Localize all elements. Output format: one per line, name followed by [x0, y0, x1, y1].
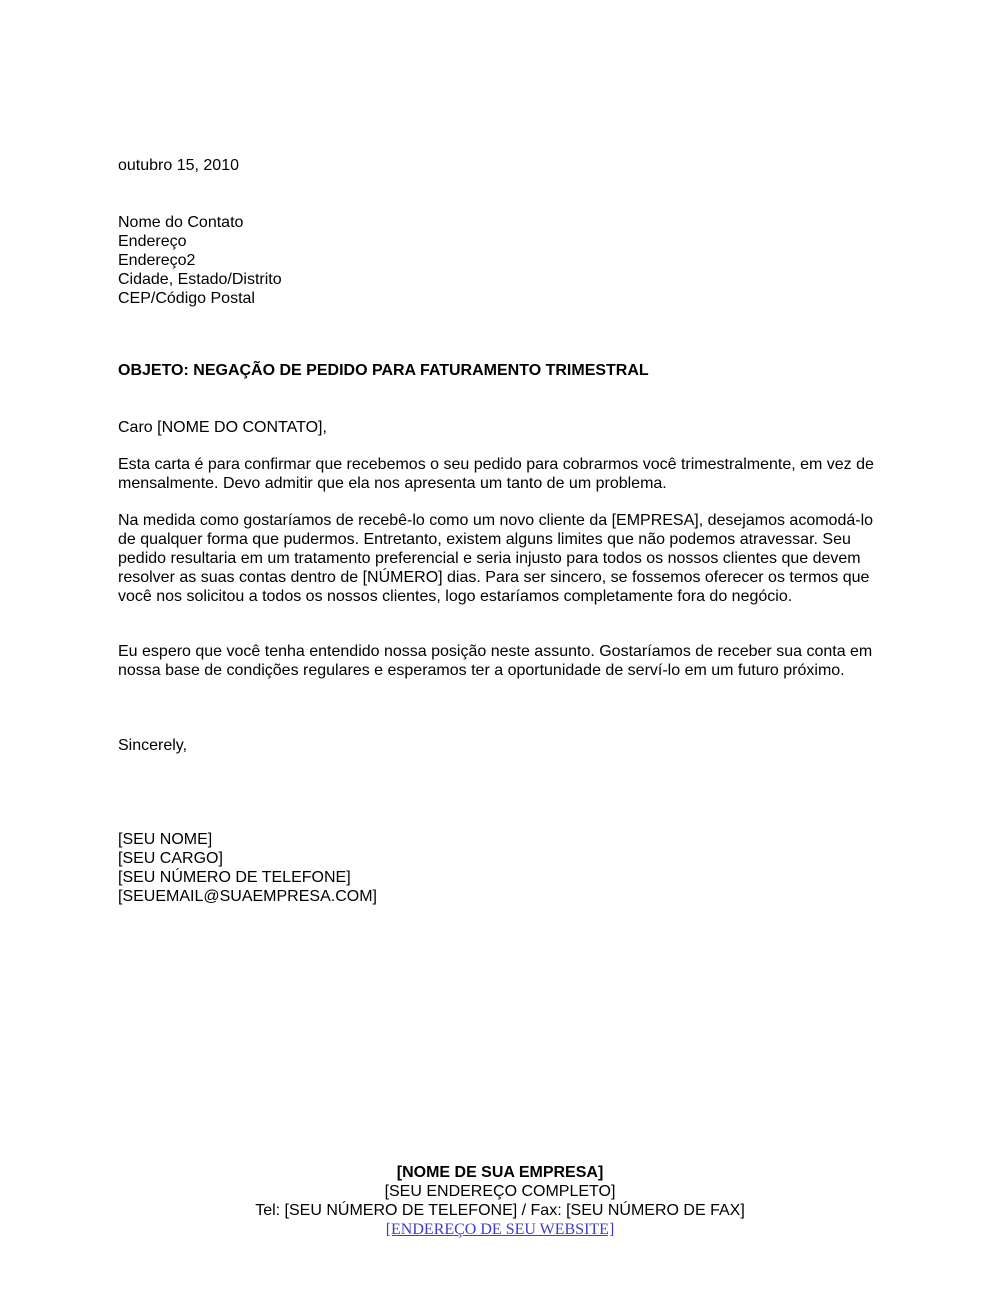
paragraph-text: Na medida como gostaríamos de recebê-lo como um novo cliente da [EMPRESA], desejamos acomodá-lo de qualquer forma que pudermos. Entretanto, existem alguns limites que não podemos atravessar. Seu pedido resultaria em um tratamento preferencial e seria injusto para todos os nossos clientes que devem resolver as suas contas dentro de [NÚMERO] dias. Para ser sincero, se fossemos oferecer os termos que você nos solicitou a todos os nossos clientes, logo estaríamos completamente fora do negócio. — [118, 512, 874, 605]
recipient-block — [118, 213, 883, 308]
paragraph-text: Eu espero que você tenha entendido nossa posição neste assunto. Gostaríamos de receber sua conta em nossa base de condições regulares e esperamos ter a oportunidade de serví-lo em um futuro próximo. — [118, 643, 873, 679]
signature-email: [SEUEMAIL@SUAEMPRESA.COM] — [118, 888, 377, 905]
closing-block — [118, 736, 883, 755]
paragraph-text: Esta carta é para confirmar que recebemos o seu pedido para cobrarmos você trimestralmente, em vez de mensalmente. Devo admitir que ela nos apresenta um tanto de um problema. — [118, 456, 874, 492]
signature-phone: [SEU NÚMERO DE TELEFONE] — [118, 869, 351, 886]
signature-block — [118, 830, 883, 906]
footer-phone-fax: Tel: [SEU NÚMERO DE TELEFONE] / Fax: [SEU NÚMERO DE FAX] — [255, 1202, 745, 1219]
footer-address: [SEU ENDEREÇO COMPLETO] — [384, 1183, 616, 1200]
body-paragraph-3 — [118, 642, 883, 680]
recipient-name: Nome do Contato — [118, 214, 244, 231]
recipient-city-state: Cidade, Estado/Distrito — [118, 271, 282, 288]
date-block — [118, 156, 883, 175]
recipient-address1: Endereço — [118, 233, 187, 250]
letter-date: outubro 15, 2010 — [118, 157, 239, 174]
subject-line: OBJETO: NEGAÇÃO DE PEDIDO PARA FATURAMENTO TRIMESTRAL — [118, 362, 649, 379]
recipient-postal-code: CEP/Código Postal — [118, 290, 255, 307]
closing: Sincerely, — [118, 737, 188, 754]
body-paragraph-1 — [118, 455, 883, 493]
salutation: Caro [NOME DO CONTATO], — [118, 419, 327, 436]
signature-title: [SEU CARGO] — [118, 850, 223, 867]
recipient-address2: Endereço2 — [118, 252, 196, 269]
footer-block — [0, 1163, 1000, 1239]
body-paragraph-2 — [118, 511, 883, 606]
footer-company-name: [NOME DE SUA EMPRESA] — [396, 1164, 604, 1181]
signature-name: [SEU NOME] — [118, 831, 213, 848]
subject-block — [118, 361, 883, 380]
salutation-block — [118, 418, 883, 437]
footer-website-link[interactable]: [ENDEREÇO DE SEU WEBSITE] — [385, 1221, 615, 1238]
